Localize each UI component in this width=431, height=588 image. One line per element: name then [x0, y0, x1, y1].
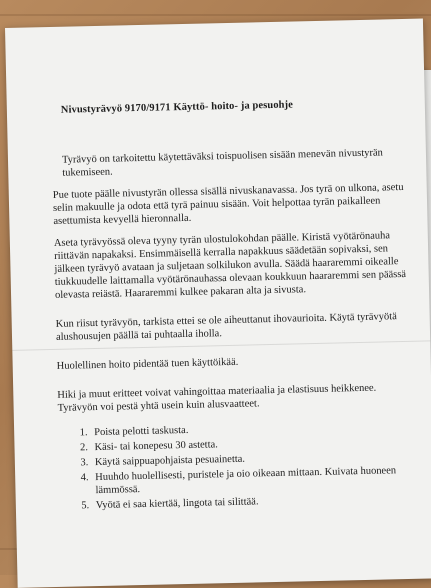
wood-grain: [0, 14, 431, 16]
list-item: 1. Poista pelotti taskusta.: [90, 419, 410, 439]
list-item: 5. Vyötä ei saa kiertää, lingota tai silittää.: [92, 492, 412, 512]
paragraph-purpose: Tyrävyö on tarkoitettu käytettäväksi toispuolisen sisään menevän nivustyrän tukemiseen.: [61, 147, 383, 179]
document-body: [51, 97, 412, 515]
paragraph-sweat-warning: Hiki ja muut eritteet voivat vahingoittaa materiaalia ja elastisuus heikkenee.: [57, 382, 377, 401]
list-item: 3. Käytä saippuapohjaista pesuainetta.: [91, 449, 411, 469]
document-title: Nivustyrävyö 9170/9171 Käyttö- hoito- ja pesuohje: [60, 99, 294, 116]
paragraph-washing: Tyrävyön voi pestä yhtä usein kuin alusvaatteet.: [57, 398, 260, 414]
instruction-sheet: [5, 19, 431, 588]
washing-steps-list: [58, 419, 412, 513]
list-item: 2. Käsi- tai konepesu 30 astetta.: [90, 434, 410, 454]
paragraph-care: Huolellinen hoito pidentää tuen käyttöikää.: [56, 356, 239, 372]
paragraph-removing: Kun riisut tyrävyön, tarkista ettei se ole aiheuttanut ihovaurioita. Käytä tyrävyötä alushousujen päällä tai puhtaalla iholla.: [55, 311, 397, 343]
paragraph-putting-on: Pue tuote päälle nivustyrän ollessa sisällä nivuskanavassa. Jos tyrä on ulkona, asetu selin makuulle ja odota että tyrä painuu sisään. Voit helpottaa tyrän paikalleen asettumista kevyellä hieronnalla.: [52, 182, 404, 227]
paragraph-adjusting: Aseta tyrävyössä oleva tyyny tyrän ulostulokohdan päälle. Kiristä vyötärönauha riittävän napakaksi. Ensimmäisellä kerralla napakkuus säädetään sopivaksi, sen jälkeen tyrävyö avataan ja suljetaan solkilukon avulla. Säädä haararemmi oikealle tiukkuudelle laittamalla vyötärönauhassa olevaan koukkuun haararemmi sen päässä olevasta reiästä. Haararemmi kulkee pakaran alta ja sivusta.: [53, 230, 407, 301]
list-item: 4. Huuhdo huolellisesti, puristele ja oio oikeaan mittaan. Kuivata huoneen lämmössä.: [91, 464, 412, 497]
